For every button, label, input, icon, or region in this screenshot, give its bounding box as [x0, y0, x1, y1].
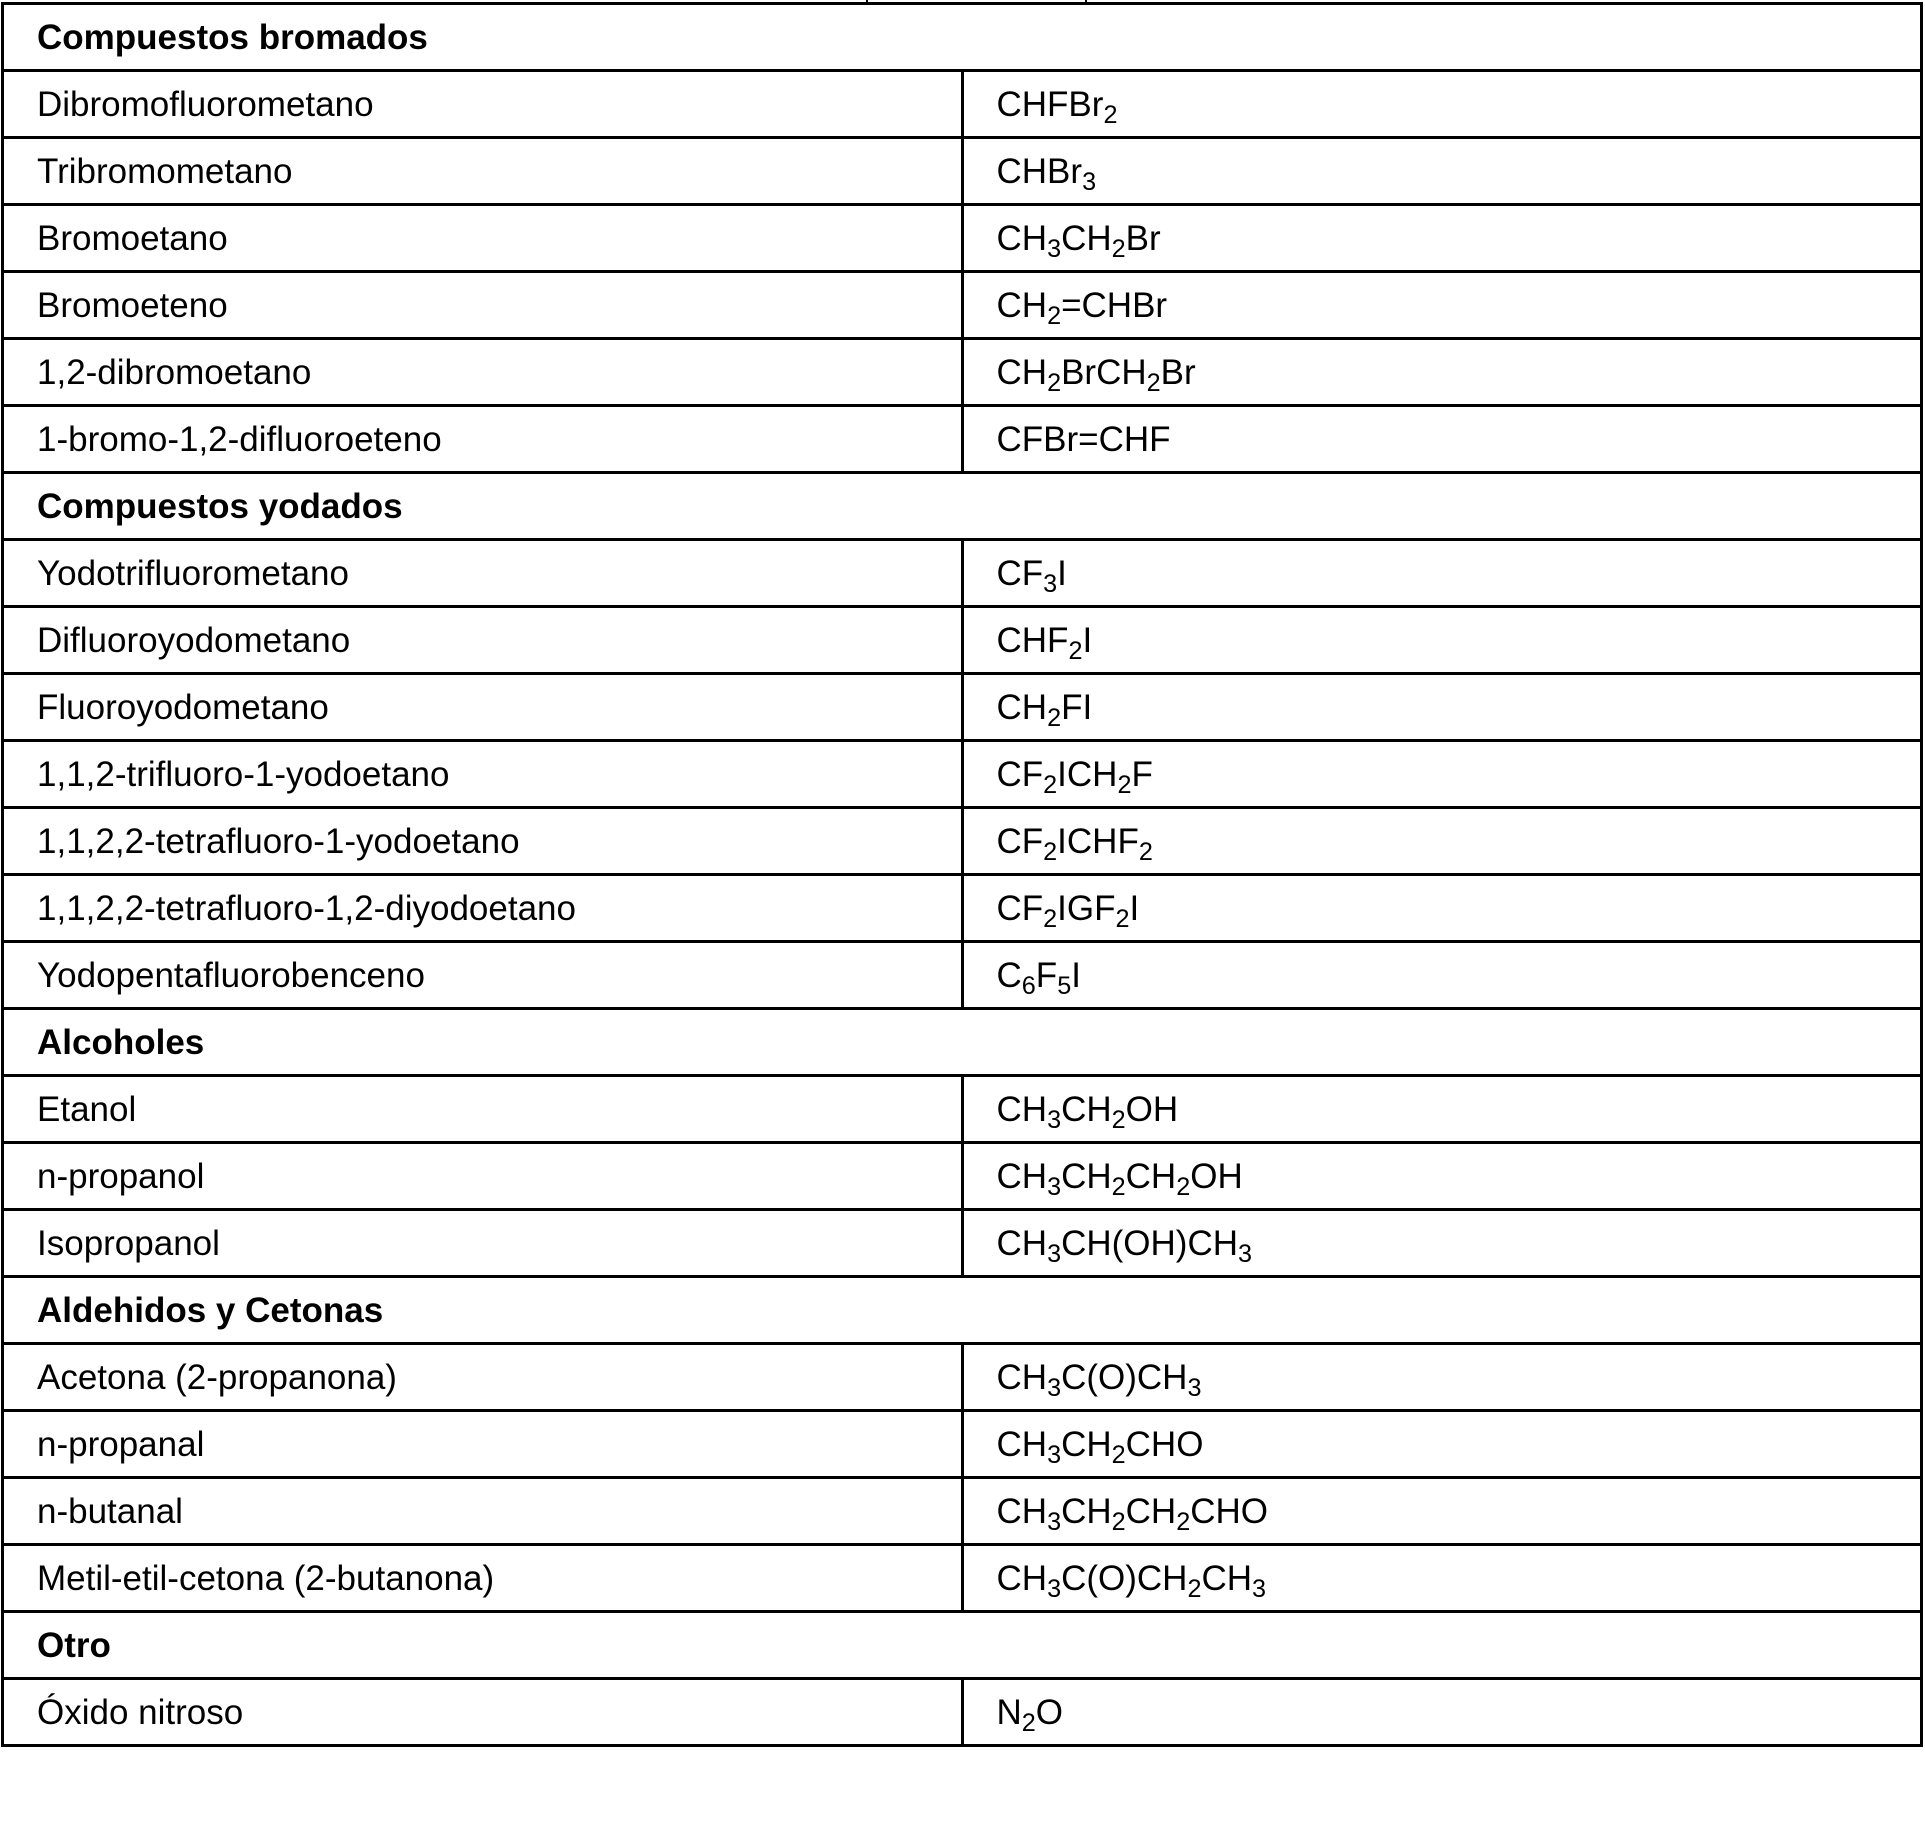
formula-text: CH — [1061, 1089, 1112, 1129]
compound-name: Difluoroyodometano — [3, 607, 963, 674]
formula-subscript: 2 — [1047, 368, 1062, 397]
compound-name: Metil-etil-cetona (2-butanona) — [3, 1545, 963, 1612]
formula-text: CH — [996, 1357, 1048, 1397]
formula-subscript: 2 — [1176, 1172, 1191, 1201]
compound-name: 1,1,2,2-tetrafluoro-1,2-diyodoetano — [3, 875, 963, 942]
table-row — [3, 808, 1922, 875]
formula-text: C(O)CH — [1061, 1558, 1188, 1598]
formula-text: CH — [1125, 1491, 1177, 1531]
section-header-row — [3, 1277, 1922, 1344]
table-row — [3, 1545, 1922, 1612]
formula-subscript: 2 — [1111, 1172, 1126, 1201]
formula-text: I — [1057, 553, 1067, 593]
compound-name: Óxido nitroso — [3, 1679, 963, 1746]
formula-text: CF — [996, 754, 1044, 794]
table-row — [3, 1076, 1922, 1143]
formula-subscript: 2 — [1146, 368, 1161, 397]
compound-name: Yodopentafluorobenceno — [3, 942, 963, 1009]
formula-text: CH — [1125, 1156, 1177, 1196]
formula-subscript: 2 — [1043, 904, 1058, 933]
formula-text: CH — [996, 1089, 1048, 1129]
formula-subscript: 3 — [1043, 569, 1058, 598]
formula-text: C — [996, 955, 1022, 995]
compound-formula — [962, 1679, 1922, 1746]
table-row — [3, 272, 1922, 339]
formula-text: CH — [996, 1223, 1048, 1263]
formula-subscript: 2 — [1138, 837, 1153, 866]
table-row — [3, 339, 1922, 406]
formula-text: CH — [996, 1156, 1048, 1196]
formula-text: CH — [996, 218, 1048, 258]
formula-text: ICHF — [1057, 821, 1139, 861]
compound-formula — [962, 1344, 1922, 1411]
compound-formula — [962, 339, 1922, 406]
compound-formula — [962, 741, 1922, 808]
section-header: Otro — [3, 1612, 1922, 1679]
formula-text: CH — [1061, 1156, 1112, 1196]
formula-text: F — [1131, 754, 1153, 794]
compound-formula — [962, 1143, 1922, 1210]
compound-formula — [962, 607, 1922, 674]
section-header-row — [3, 1009, 1922, 1076]
formula-subscript: 3 — [1082, 167, 1097, 196]
compound-name: 1-bromo-1,2-difluoroeteno — [3, 406, 963, 473]
compound-name: Tribromometano — [3, 138, 963, 205]
formula-subscript: 2 — [1111, 234, 1126, 263]
formula-subscript: 2 — [1176, 1507, 1191, 1536]
formula-text: Br — [1160, 352, 1196, 392]
compound-formula — [962, 875, 1922, 942]
table-row — [3, 1344, 1922, 1411]
formula-text: CFBr=CHF — [996, 419, 1171, 459]
compound-name: Yodotrifluorometano — [3, 540, 963, 607]
formula-text: I — [1129, 888, 1140, 928]
formula-text: O — [1035, 1692, 1064, 1732]
formula-text: ICH — [1057, 754, 1118, 794]
compound-name: Etanol — [3, 1076, 963, 1143]
compound-name: Fluoroyodometano — [3, 674, 963, 741]
formula-text: CH — [1061, 1491, 1112, 1531]
formula-subscript: 5 — [1057, 971, 1072, 1000]
formula-subscript: 2 — [1111, 1507, 1126, 1536]
compound-name: 1,1,2,2-tetrafluoro-1-yodoetano — [3, 808, 963, 875]
table-row — [3, 607, 1922, 674]
formula-text: CH — [996, 1424, 1048, 1464]
compound-formula — [962, 1411, 1922, 1478]
compound-name: 1,1,2-trifluoro-1-yodoetano — [3, 741, 963, 808]
formula-text: OH — [1190, 1156, 1243, 1196]
formula-subscript: 6 — [1021, 971, 1036, 1000]
compound-name: 1,2-dibromoetano — [3, 339, 963, 406]
formula-text: CH — [996, 352, 1048, 392]
compounds-table-body — [3, 4, 1922, 1746]
compound-name: n-butanal — [3, 1478, 963, 1545]
formula-text: FI — [1061, 687, 1093, 727]
compound-formula — [962, 138, 1922, 205]
table-row — [3, 875, 1922, 942]
formula-text: I — [1082, 620, 1093, 660]
formula-text: =CHBr — [1061, 285, 1168, 325]
formula-subscript: 3 — [1047, 1239, 1062, 1268]
table-row — [3, 942, 1922, 1009]
formula-text: F — [1035, 955, 1058, 995]
formula-text: CF — [996, 553, 1044, 593]
compound-formula — [962, 1478, 1922, 1545]
formula-text: CHO — [1125, 1424, 1204, 1464]
formula-text: CH — [996, 1491, 1048, 1531]
formula-subscript: 2 — [1068, 636, 1083, 665]
table-row — [3, 138, 1922, 205]
formula-text: CF — [996, 888, 1044, 928]
formula-text: CHFBr — [996, 84, 1104, 124]
formula-subscript: 3 — [1187, 1373, 1202, 1402]
section-header: Aldehidos y Cetonas — [3, 1277, 1922, 1344]
compound-formula — [962, 808, 1922, 875]
formula-subscript: 2 — [1047, 301, 1062, 330]
compound-formula — [962, 272, 1922, 339]
compound-formula — [962, 406, 1922, 473]
compound-formula — [962, 540, 1922, 607]
compound-formula — [962, 1076, 1922, 1143]
compound-formula — [962, 942, 1922, 1009]
table-row — [3, 406, 1922, 473]
table-row — [3, 1679, 1922, 1746]
compound-name: Bromoeteno — [3, 272, 963, 339]
table-row — [3, 741, 1922, 808]
formula-subscript: 2 — [1187, 1574, 1202, 1603]
formula-text: CH(OH)CH — [1061, 1223, 1238, 1263]
section-header: Alcoholes — [3, 1009, 1922, 1076]
compound-name: n-propanal — [3, 1411, 963, 1478]
compound-name: n-propanol — [3, 1143, 963, 1210]
formula-text: CH — [1061, 1424, 1112, 1464]
formula-text: IGF — [1057, 888, 1116, 928]
formula-subscript: 2 — [1043, 837, 1058, 866]
section-header: Compuestos yodados — [3, 473, 1922, 540]
section-header-row — [3, 1612, 1922, 1679]
table-row — [3, 1411, 1922, 1478]
table-row — [3, 1210, 1922, 1277]
formula-subscript: 3 — [1047, 1105, 1062, 1134]
formula-text: CH — [996, 687, 1048, 727]
formula-subscript: 3 — [1047, 1172, 1062, 1201]
compound-name: Bromoetano — [3, 205, 963, 272]
formula-text: CH — [996, 1558, 1048, 1598]
formula-text: CF — [996, 821, 1044, 861]
compound-name: Acetona (2-propanona) — [3, 1344, 963, 1411]
formula-text: N — [996, 1692, 1022, 1732]
section-header: Compuestos bromados — [3, 4, 1922, 71]
formula-subscript: 3 — [1047, 1574, 1062, 1603]
table-row — [3, 540, 1922, 607]
formula-text: Br — [1125, 218, 1161, 258]
compound-formula — [962, 674, 1922, 741]
table-row — [3, 205, 1922, 272]
formula-text: CH — [1201, 1558, 1253, 1598]
formula-subscript: 2 — [1111, 1105, 1126, 1134]
formula-subscript: 2 — [1111, 1440, 1126, 1469]
formula-text: CH — [996, 285, 1048, 325]
compound-formula — [962, 1210, 1922, 1277]
formula-subscript: 2 — [1043, 770, 1058, 799]
formula-text: OH — [1125, 1089, 1179, 1129]
formula-text: BrCH — [1061, 352, 1147, 392]
formula-subscript: 3 — [1238, 1239, 1253, 1268]
section-header-row — [3, 473, 1922, 540]
formula-subscript: 2 — [1047, 703, 1062, 732]
formula-text: CHO — [1190, 1491, 1269, 1531]
formula-subscript: 3 — [1047, 234, 1062, 263]
formula-subscript: 2 — [1021, 1708, 1036, 1737]
table-row — [3, 674, 1922, 741]
formula-text: CHF — [996, 620, 1069, 660]
formula-subscript: 3 — [1047, 1507, 1062, 1536]
formula-subscript: 3 — [1047, 1373, 1062, 1402]
table-row — [3, 71, 1922, 138]
formula-subscript: 2 — [1103, 100, 1118, 129]
formula-subscript: 3 — [1047, 1440, 1062, 1469]
formula-text: C(O)CH — [1061, 1357, 1188, 1397]
formula-subscript: 2 — [1115, 904, 1130, 933]
section-header-row — [3, 4, 1922, 71]
compound-formula — [962, 1545, 1922, 1612]
table-row — [3, 1478, 1922, 1545]
formula-subscript: 3 — [1252, 1574, 1267, 1603]
formula-text: CHBr — [996, 151, 1083, 191]
formula-text: CH — [1061, 218, 1112, 258]
formula-text: I — [1071, 955, 1081, 995]
compound-name: Isopropanol — [3, 1210, 963, 1277]
compounds-table — [1, 2, 1923, 1747]
table-row — [3, 1143, 1922, 1210]
compound-formula — [962, 205, 1922, 272]
formula-subscript: 2 — [1117, 770, 1132, 799]
compound-formula — [962, 71, 1922, 138]
compound-name: Dibromofluorometano — [3, 71, 963, 138]
